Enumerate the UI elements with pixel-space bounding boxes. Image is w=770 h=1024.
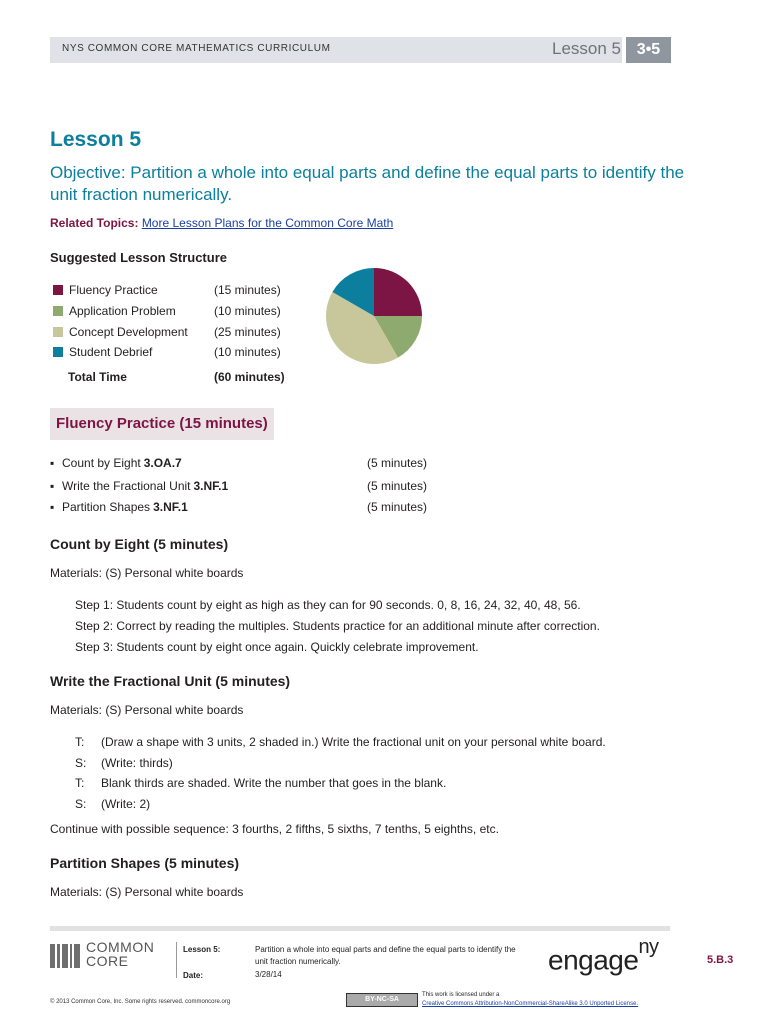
swatch-concept bbox=[53, 327, 63, 337]
structure-item bbox=[53, 304, 281, 318]
page-code: 5.B.3 bbox=[707, 954, 734, 966]
swatch-fluency bbox=[53, 285, 63, 295]
bullet-standard: 3.NF.1 bbox=[153, 500, 188, 514]
header-lesson: Lesson 5 bbox=[552, 39, 621, 58]
fluency-bullet bbox=[50, 479, 228, 493]
engageny-logo: engage$^{ny}$ bbox=[548, 936, 659, 976]
materials: Materials: (S) Personal white boards bbox=[50, 566, 244, 580]
module-badge: 3•5 bbox=[626, 37, 671, 63]
structure-item bbox=[53, 345, 281, 359]
curriculum-label: NYS COMMON CORE MATHEMATICS CURRICULUM bbox=[62, 43, 331, 54]
dialogue-text: (Write: thirds) bbox=[101, 756, 173, 770]
step: Step 2: Correct by reading the multiples. Students practice for an additional minute after correction. bbox=[75, 619, 600, 633]
dialogue-speaker: S: bbox=[75, 756, 87, 770]
count-by-eight-heading: Count by Eight (5 minutes) bbox=[50, 536, 229, 552]
total-minutes: (60 minutes) bbox=[214, 370, 285, 384]
structure-item-label: Fluency Practice bbox=[69, 283, 158, 297]
lesson-structure-pie bbox=[324, 264, 424, 368]
license-link[interactable]: Creative Commons Attribution-NonCommercial-ShareAlike 3.0 Unported License. bbox=[422, 1001, 639, 1007]
swatch-application bbox=[53, 306, 63, 316]
fluency-bullet bbox=[50, 500, 188, 514]
structure-item-minutes: (15 minutes) bbox=[214, 283, 281, 297]
structure-title: Suggested Lesson Structure bbox=[50, 250, 227, 265]
bullet-minutes: (5 minutes) bbox=[367, 479, 428, 493]
copyright: © 2013 Common Core, Inc. Some rights reserved. commoncore.org bbox=[50, 999, 231, 1005]
related-label: Related Topics: bbox=[50, 216, 139, 230]
swatch-debrief bbox=[53, 347, 63, 357]
bullet-standard: 3.NF.1 bbox=[193, 479, 229, 493]
dialogue-speaker: S: bbox=[75, 797, 87, 811]
bullet-text: Write the Fractional Unit bbox=[62, 479, 191, 493]
pie-slice-fluency bbox=[374, 268, 422, 316]
structure-item-minutes: (10 minutes) bbox=[214, 345, 281, 359]
structure-item bbox=[53, 325, 281, 339]
footer-date: 3/28/14 bbox=[255, 970, 282, 979]
objective: Objective: Partition a whole into equal parts and define the equal parts to identify the unit fraction numerically. bbox=[50, 163, 685, 204]
footer-rule bbox=[50, 926, 670, 931]
related-topics bbox=[50, 216, 393, 230]
total-label: Total Time bbox=[68, 370, 127, 384]
step: Step 1: Students count by eight as high as they can for 90 seconds. 0, 8, 16, 24, 32, 40, 48, 56. bbox=[75, 598, 581, 612]
footer-divider bbox=[176, 942, 177, 978]
footer-objective: Partition a whole into equal parts and define the equal parts to identify the unit fraction numerically. bbox=[255, 945, 516, 966]
fluency-bullet bbox=[50, 456, 182, 470]
bullet-text: Count by Eight bbox=[62, 456, 141, 470]
common-core-logo-text: COMMON CORE bbox=[86, 939, 155, 969]
bullet-icon: ▪ bbox=[50, 456, 55, 470]
bullet-icon: ▪ bbox=[50, 500, 55, 514]
dialogue-text: Blank thirds are shaded. Write the number that goes in the blank. bbox=[101, 776, 447, 790]
structure-item-minutes: (25 minutes) bbox=[214, 325, 281, 339]
bullet-icon: ▪ bbox=[50, 479, 55, 493]
materials: Materials: (S) Personal white boards bbox=[50, 703, 244, 717]
related-link[interactable]: More Lesson Plans for the Common Core Math bbox=[141, 216, 394, 230]
dialogue-text: (Draw a shape with 3 units, 2 shaded in.) Write the fractional unit on your personal white board. bbox=[101, 735, 606, 749]
structure-item-minutes: (10 minutes) bbox=[214, 304, 281, 318]
step: Step 3: Students count by eight once again. Quickly celebrate improvement. bbox=[75, 640, 479, 654]
bullet-text: Partition Shapes bbox=[62, 500, 151, 514]
lesson-title: Lesson 5 bbox=[50, 128, 142, 151]
write-unit-heading: Write the Fractional Unit (5 minutes) bbox=[50, 673, 291, 689]
cc-license-badge: BY-NC-SA bbox=[346, 993, 418, 1007]
bullet-standard: 3.OA.7 bbox=[143, 456, 182, 470]
structure-item-label: Application Problem bbox=[69, 304, 176, 318]
structure-item bbox=[53, 283, 281, 297]
structure-item-label: Student Debrief bbox=[69, 345, 153, 359]
bullet-minutes: (5 minutes) bbox=[367, 500, 428, 514]
dialogue-text: (Write: 2) bbox=[101, 797, 151, 811]
footer-lesson-label: Lesson 5: bbox=[183, 945, 221, 954]
license-text: This work is licensed under a Creative Commons Attribution-NonCommercial-ShareAlike 3.0 Unported License. bbox=[422, 992, 639, 1007]
continue-sequence: Continue with possible sequence: 3 fourths, 2 fifths, 5 sixths, 7 tenths, 5 eighths, etc. bbox=[50, 822, 499, 836]
structure-item-label: Concept Development bbox=[69, 325, 188, 339]
fluency-section-heading: Fluency Practice (15 minutes) bbox=[50, 408, 274, 440]
dialogue-speaker: T: bbox=[75, 735, 85, 749]
common-core-logo-icon bbox=[50, 944, 82, 968]
footer-date-label: Date: bbox=[183, 971, 204, 980]
dialogue-speaker: T: bbox=[75, 776, 85, 790]
bullet-minutes: (5 minutes) bbox=[367, 456, 428, 470]
materials: Materials: (S) Personal white boards bbox=[50, 885, 244, 899]
partition-shapes-heading: Partition Shapes (5 minutes) bbox=[50, 855, 240, 871]
